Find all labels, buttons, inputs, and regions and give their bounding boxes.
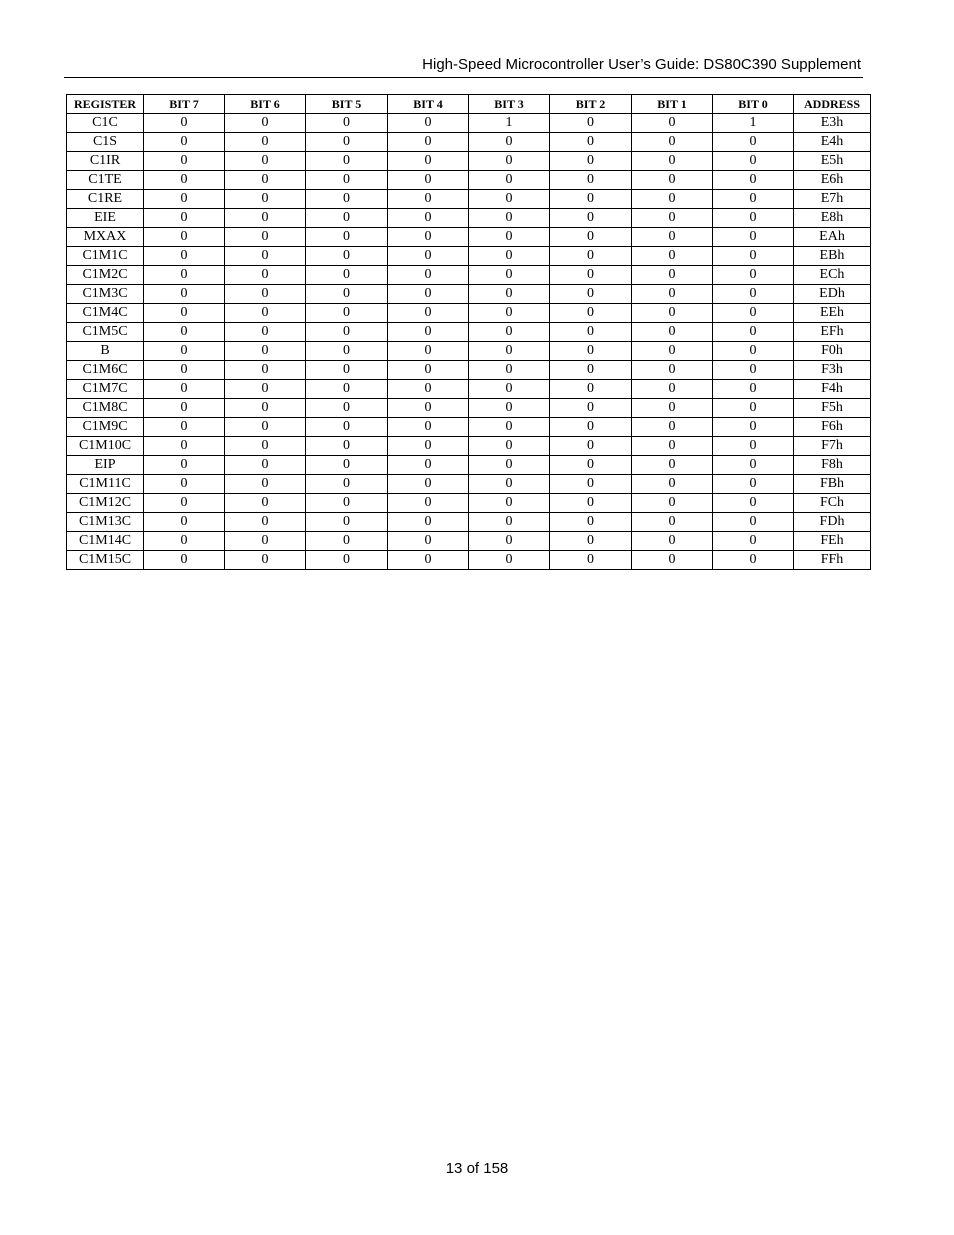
bit5-cell: 0 bbox=[306, 551, 388, 570]
bit0-cell: 0 bbox=[713, 190, 794, 209]
bit3-cell: 0 bbox=[469, 494, 550, 513]
bit6-cell: 0 bbox=[225, 209, 306, 228]
bit0-cell: 0 bbox=[713, 171, 794, 190]
bit1-cell: 0 bbox=[632, 304, 713, 323]
bit1-cell: 0 bbox=[632, 190, 713, 209]
bit1-cell: 0 bbox=[632, 456, 713, 475]
bit3-cell: 1 bbox=[469, 114, 550, 133]
bit1-cell: 0 bbox=[632, 114, 713, 133]
bit0-cell: 0 bbox=[713, 266, 794, 285]
table-row bbox=[67, 418, 871, 437]
register-cell: C1RE bbox=[67, 190, 144, 209]
bit4-cell: 0 bbox=[388, 209, 469, 228]
bit1-cell: 0 bbox=[632, 399, 713, 418]
table-body bbox=[67, 114, 871, 570]
bit2-cell: 0 bbox=[550, 304, 632, 323]
bit6-cell: 0 bbox=[225, 418, 306, 437]
bit3-cell: 0 bbox=[469, 418, 550, 437]
table-row bbox=[67, 323, 871, 342]
bit1-cell: 0 bbox=[632, 228, 713, 247]
address-cell: EBh bbox=[794, 247, 871, 266]
bit0-cell: 0 bbox=[713, 342, 794, 361]
bit6-cell: 0 bbox=[225, 247, 306, 266]
bit1-cell: 0 bbox=[632, 285, 713, 304]
bit2-cell: 0 bbox=[550, 133, 632, 152]
bit6-cell: 0 bbox=[225, 133, 306, 152]
table-row bbox=[67, 228, 871, 247]
table-row bbox=[67, 342, 871, 361]
address-cell: EDh bbox=[794, 285, 871, 304]
bit1-cell: 0 bbox=[632, 133, 713, 152]
bit1-cell: 0 bbox=[632, 532, 713, 551]
bit3-cell: 0 bbox=[469, 323, 550, 342]
bit5-cell: 0 bbox=[306, 380, 388, 399]
register-cell: C1M13C bbox=[67, 513, 144, 532]
bit3-cell: 0 bbox=[469, 152, 550, 171]
column-header-bit7: BIT 7 bbox=[144, 95, 225, 114]
document-title: High-Speed Microcontroller User’s Guide: DS80C390 Supplement bbox=[422, 56, 861, 73]
bit0-cell: 0 bbox=[713, 152, 794, 171]
column-header-bit3: BIT 3 bbox=[469, 95, 550, 114]
table-row bbox=[67, 114, 871, 133]
address-cell: FBh bbox=[794, 475, 871, 494]
register-cell: C1M1C bbox=[67, 247, 144, 266]
address-cell: F3h bbox=[794, 361, 871, 380]
bit3-cell: 0 bbox=[469, 209, 550, 228]
bit1-cell: 0 bbox=[632, 494, 713, 513]
bit0-cell: 1 bbox=[713, 114, 794, 133]
bit7-cell: 0 bbox=[144, 247, 225, 266]
register-cell: C1M2C bbox=[67, 266, 144, 285]
address-cell: EFh bbox=[794, 323, 871, 342]
address-cell: FDh bbox=[794, 513, 871, 532]
bit0-cell: 0 bbox=[713, 228, 794, 247]
bit0-cell: 0 bbox=[713, 418, 794, 437]
address-cell: FFh bbox=[794, 551, 871, 570]
bit2-cell: 0 bbox=[550, 399, 632, 418]
bit7-cell: 0 bbox=[144, 437, 225, 456]
bit3-cell: 0 bbox=[469, 399, 550, 418]
bit0-cell: 0 bbox=[713, 513, 794, 532]
address-cell: F5h bbox=[794, 399, 871, 418]
bit6-cell: 0 bbox=[225, 114, 306, 133]
bit5-cell: 0 bbox=[306, 152, 388, 171]
address-cell: FCh bbox=[794, 494, 871, 513]
address-cell: E8h bbox=[794, 209, 871, 228]
bit5-cell: 0 bbox=[306, 475, 388, 494]
bit2-cell: 0 bbox=[550, 190, 632, 209]
bit0-cell: 0 bbox=[713, 456, 794, 475]
bit7-cell: 0 bbox=[144, 494, 225, 513]
bit2-cell: 0 bbox=[550, 532, 632, 551]
register-cell: C1M11C bbox=[67, 475, 144, 494]
bit3-cell: 0 bbox=[469, 190, 550, 209]
bit4-cell: 0 bbox=[388, 266, 469, 285]
register-cell: C1M6C bbox=[67, 361, 144, 380]
bit1-cell: 0 bbox=[632, 266, 713, 285]
register-cell: B bbox=[67, 342, 144, 361]
column-header-register: REGISTER bbox=[67, 95, 144, 114]
table-row bbox=[67, 437, 871, 456]
bit1-cell: 0 bbox=[632, 513, 713, 532]
bit2-cell: 0 bbox=[550, 285, 632, 304]
register-cell: EIE bbox=[67, 209, 144, 228]
bit1-cell: 0 bbox=[632, 361, 713, 380]
bit7-cell: 0 bbox=[144, 171, 225, 190]
bit6-cell: 0 bbox=[225, 228, 306, 247]
bit3-cell: 0 bbox=[469, 285, 550, 304]
register-cell: C1M3C bbox=[67, 285, 144, 304]
register-cell: C1M15C bbox=[67, 551, 144, 570]
bit7-cell: 0 bbox=[144, 323, 225, 342]
bit2-cell: 0 bbox=[550, 513, 632, 532]
bit4-cell: 0 bbox=[388, 171, 469, 190]
address-cell: E5h bbox=[794, 152, 871, 171]
bit4-cell: 0 bbox=[388, 456, 469, 475]
bit5-cell: 0 bbox=[306, 494, 388, 513]
bit6-cell: 0 bbox=[225, 171, 306, 190]
bit2-cell: 0 bbox=[550, 494, 632, 513]
bit2-cell: 0 bbox=[550, 152, 632, 171]
bit5-cell: 0 bbox=[306, 399, 388, 418]
bit5-cell: 0 bbox=[306, 171, 388, 190]
bit4-cell: 0 bbox=[388, 323, 469, 342]
bit6-cell: 0 bbox=[225, 513, 306, 532]
bit4-cell: 0 bbox=[388, 285, 469, 304]
address-cell: E7h bbox=[794, 190, 871, 209]
bit6-cell: 0 bbox=[225, 285, 306, 304]
bit7-cell: 0 bbox=[144, 209, 225, 228]
bit0-cell: 0 bbox=[713, 399, 794, 418]
address-cell: F6h bbox=[794, 418, 871, 437]
bit0-cell: 0 bbox=[713, 475, 794, 494]
bit4-cell: 0 bbox=[388, 361, 469, 380]
register-cell: C1M12C bbox=[67, 494, 144, 513]
bit7-cell: 0 bbox=[144, 551, 225, 570]
bit3-cell: 0 bbox=[469, 380, 550, 399]
register-cell: C1IR bbox=[67, 152, 144, 171]
bit5-cell: 0 bbox=[306, 418, 388, 437]
bit4-cell: 0 bbox=[388, 399, 469, 418]
bit4-cell: 0 bbox=[388, 304, 469, 323]
bit5-cell: 0 bbox=[306, 513, 388, 532]
table-header-row bbox=[67, 95, 871, 114]
bit5-cell: 0 bbox=[306, 304, 388, 323]
table-row bbox=[67, 456, 871, 475]
bit6-cell: 0 bbox=[225, 475, 306, 494]
bit1-cell: 0 bbox=[632, 418, 713, 437]
bit7-cell: 0 bbox=[144, 532, 225, 551]
bit3-cell: 0 bbox=[469, 361, 550, 380]
bit5-cell: 0 bbox=[306, 247, 388, 266]
register-cell: C1M14C bbox=[67, 532, 144, 551]
table-row bbox=[67, 266, 871, 285]
table-row bbox=[67, 190, 871, 209]
bit6-cell: 0 bbox=[225, 456, 306, 475]
bit2-cell: 0 bbox=[550, 171, 632, 190]
address-cell: FEh bbox=[794, 532, 871, 551]
table-row bbox=[67, 304, 871, 323]
bit5-cell: 0 bbox=[306, 437, 388, 456]
bit3-cell: 0 bbox=[469, 266, 550, 285]
bit6-cell: 0 bbox=[225, 380, 306, 399]
bit4-cell: 0 bbox=[388, 532, 469, 551]
bit5-cell: 0 bbox=[306, 114, 388, 133]
bit0-cell: 0 bbox=[713, 532, 794, 551]
bit5-cell: 0 bbox=[306, 323, 388, 342]
bit5-cell: 0 bbox=[306, 456, 388, 475]
bit2-cell: 0 bbox=[550, 551, 632, 570]
bit5-cell: 0 bbox=[306, 285, 388, 304]
bit7-cell: 0 bbox=[144, 456, 225, 475]
bit2-cell: 0 bbox=[550, 475, 632, 494]
bit3-cell: 0 bbox=[469, 171, 550, 190]
bit4-cell: 0 bbox=[388, 190, 469, 209]
address-cell: E4h bbox=[794, 133, 871, 152]
bit4-cell: 0 bbox=[388, 475, 469, 494]
table-row bbox=[67, 171, 871, 190]
bit1-cell: 0 bbox=[632, 323, 713, 342]
bit5-cell: 0 bbox=[306, 190, 388, 209]
address-cell: E3h bbox=[794, 114, 871, 133]
column-header-bit1: BIT 1 bbox=[632, 95, 713, 114]
bit0-cell: 0 bbox=[713, 285, 794, 304]
bit6-cell: 0 bbox=[225, 551, 306, 570]
bit5-cell: 0 bbox=[306, 133, 388, 152]
bit4-cell: 0 bbox=[388, 494, 469, 513]
table-row bbox=[67, 247, 871, 266]
bit4-cell: 0 bbox=[388, 152, 469, 171]
bit1-cell: 0 bbox=[632, 342, 713, 361]
bit4-cell: 0 bbox=[388, 380, 469, 399]
bit7-cell: 0 bbox=[144, 418, 225, 437]
table-row bbox=[67, 361, 871, 380]
bit1-cell: 0 bbox=[632, 247, 713, 266]
register-cell: C1M7C bbox=[67, 380, 144, 399]
bit3-cell: 0 bbox=[469, 551, 550, 570]
bit2-cell: 0 bbox=[550, 437, 632, 456]
bit7-cell: 0 bbox=[144, 342, 225, 361]
address-cell: F7h bbox=[794, 437, 871, 456]
bit7-cell: 0 bbox=[144, 114, 225, 133]
table-row bbox=[67, 532, 871, 551]
bit5-cell: 0 bbox=[306, 209, 388, 228]
column-header-bit5: BIT 5 bbox=[306, 95, 388, 114]
table-row bbox=[67, 133, 871, 152]
address-cell: F8h bbox=[794, 456, 871, 475]
bit6-cell: 0 bbox=[225, 342, 306, 361]
bit6-cell: 0 bbox=[225, 266, 306, 285]
register-cell: C1M4C bbox=[67, 304, 144, 323]
bit7-cell: 0 bbox=[144, 228, 225, 247]
bit2-cell: 0 bbox=[550, 228, 632, 247]
bit4-cell: 0 bbox=[388, 133, 469, 152]
bit2-cell: 0 bbox=[550, 209, 632, 228]
bit1-cell: 0 bbox=[632, 171, 713, 190]
table-row bbox=[67, 380, 871, 399]
bit5-cell: 0 bbox=[306, 228, 388, 247]
bit1-cell: 0 bbox=[632, 152, 713, 171]
bit0-cell: 0 bbox=[713, 361, 794, 380]
page-header bbox=[64, 55, 863, 78]
column-header-bit4: BIT 4 bbox=[388, 95, 469, 114]
bit3-cell: 0 bbox=[469, 228, 550, 247]
bit3-cell: 0 bbox=[469, 342, 550, 361]
register-cell: C1M5C bbox=[67, 323, 144, 342]
bit6-cell: 0 bbox=[225, 532, 306, 551]
register-cell: EIP bbox=[67, 456, 144, 475]
bit0-cell: 0 bbox=[713, 494, 794, 513]
bit7-cell: 0 bbox=[144, 475, 225, 494]
bit2-cell: 0 bbox=[550, 266, 632, 285]
bit6-cell: 0 bbox=[225, 399, 306, 418]
column-header-bit6: BIT 6 bbox=[225, 95, 306, 114]
address-cell: F0h bbox=[794, 342, 871, 361]
bit6-cell: 0 bbox=[225, 304, 306, 323]
bit0-cell: 0 bbox=[713, 380, 794, 399]
bit5-cell: 0 bbox=[306, 266, 388, 285]
register-reset-table bbox=[66, 94, 871, 570]
table-row bbox=[67, 551, 871, 570]
bit4-cell: 0 bbox=[388, 551, 469, 570]
register-cell: C1M8C bbox=[67, 399, 144, 418]
bit3-cell: 0 bbox=[469, 437, 550, 456]
bit7-cell: 0 bbox=[144, 513, 225, 532]
bit7-cell: 0 bbox=[144, 285, 225, 304]
register-cell: C1TE bbox=[67, 171, 144, 190]
bit3-cell: 0 bbox=[469, 456, 550, 475]
bit4-cell: 0 bbox=[388, 114, 469, 133]
table-row bbox=[67, 209, 871, 228]
column-header-bit2: BIT 2 bbox=[550, 95, 632, 114]
bit3-cell: 0 bbox=[469, 247, 550, 266]
address-cell: F4h bbox=[794, 380, 871, 399]
bit5-cell: 0 bbox=[306, 532, 388, 551]
bit3-cell: 0 bbox=[469, 513, 550, 532]
table-row bbox=[67, 494, 871, 513]
bit3-cell: 0 bbox=[469, 475, 550, 494]
table-row bbox=[67, 285, 871, 304]
bit6-cell: 0 bbox=[225, 323, 306, 342]
bit4-cell: 0 bbox=[388, 228, 469, 247]
bit0-cell: 0 bbox=[713, 209, 794, 228]
bit0-cell: 0 bbox=[713, 133, 794, 152]
bit1-cell: 0 bbox=[632, 380, 713, 399]
bit6-cell: 0 bbox=[225, 190, 306, 209]
bit3-cell: 0 bbox=[469, 133, 550, 152]
bit2-cell: 0 bbox=[550, 247, 632, 266]
bit4-cell: 0 bbox=[388, 513, 469, 532]
bit7-cell: 0 bbox=[144, 380, 225, 399]
bit2-cell: 0 bbox=[550, 456, 632, 475]
bit1-cell: 0 bbox=[632, 437, 713, 456]
bit4-cell: 0 bbox=[388, 437, 469, 456]
bit0-cell: 0 bbox=[713, 323, 794, 342]
bit7-cell: 0 bbox=[144, 133, 225, 152]
register-cell: MXAX bbox=[67, 228, 144, 247]
bit7-cell: 0 bbox=[144, 304, 225, 323]
bit6-cell: 0 bbox=[225, 494, 306, 513]
bit0-cell: 0 bbox=[713, 247, 794, 266]
bit6-cell: 0 bbox=[225, 361, 306, 380]
bit4-cell: 0 bbox=[388, 418, 469, 437]
bit7-cell: 0 bbox=[144, 190, 225, 209]
bit6-cell: 0 bbox=[225, 437, 306, 456]
bit7-cell: 0 bbox=[144, 399, 225, 418]
bit1-cell: 0 bbox=[632, 209, 713, 228]
register-cell: C1C bbox=[67, 114, 144, 133]
bit3-cell: 0 bbox=[469, 304, 550, 323]
bit4-cell: 0 bbox=[388, 247, 469, 266]
bit3-cell: 0 bbox=[469, 532, 550, 551]
bit7-cell: 0 bbox=[144, 266, 225, 285]
bit0-cell: 0 bbox=[713, 437, 794, 456]
bit5-cell: 0 bbox=[306, 361, 388, 380]
table-row bbox=[67, 152, 871, 171]
bit2-cell: 0 bbox=[550, 380, 632, 399]
column-header-address: ADDRESS bbox=[794, 95, 871, 114]
address-cell: EAh bbox=[794, 228, 871, 247]
bit5-cell: 0 bbox=[306, 342, 388, 361]
bit2-cell: 0 bbox=[550, 114, 632, 133]
bit6-cell: 0 bbox=[225, 152, 306, 171]
register-cell: C1M9C bbox=[67, 418, 144, 437]
bit7-cell: 0 bbox=[144, 361, 225, 380]
address-cell: E6h bbox=[794, 171, 871, 190]
bit0-cell: 0 bbox=[713, 304, 794, 323]
table-row bbox=[67, 513, 871, 532]
table-row bbox=[67, 475, 871, 494]
table-row bbox=[67, 399, 871, 418]
bit2-cell: 0 bbox=[550, 342, 632, 361]
bit1-cell: 0 bbox=[632, 551, 713, 570]
address-cell: EEh bbox=[794, 304, 871, 323]
bit2-cell: 0 bbox=[550, 323, 632, 342]
register-cell: C1M10C bbox=[67, 437, 144, 456]
register-cell: C1S bbox=[67, 133, 144, 152]
page-number: 13 of 158 bbox=[445, 1160, 509, 1177]
column-header-bit0: BIT 0 bbox=[713, 95, 794, 114]
bit7-cell: 0 bbox=[144, 152, 225, 171]
bit2-cell: 0 bbox=[550, 418, 632, 437]
bit2-cell: 0 bbox=[550, 361, 632, 380]
address-cell: ECh bbox=[794, 266, 871, 285]
bit0-cell: 0 bbox=[713, 551, 794, 570]
bit1-cell: 0 bbox=[632, 475, 713, 494]
bit4-cell: 0 bbox=[388, 342, 469, 361]
